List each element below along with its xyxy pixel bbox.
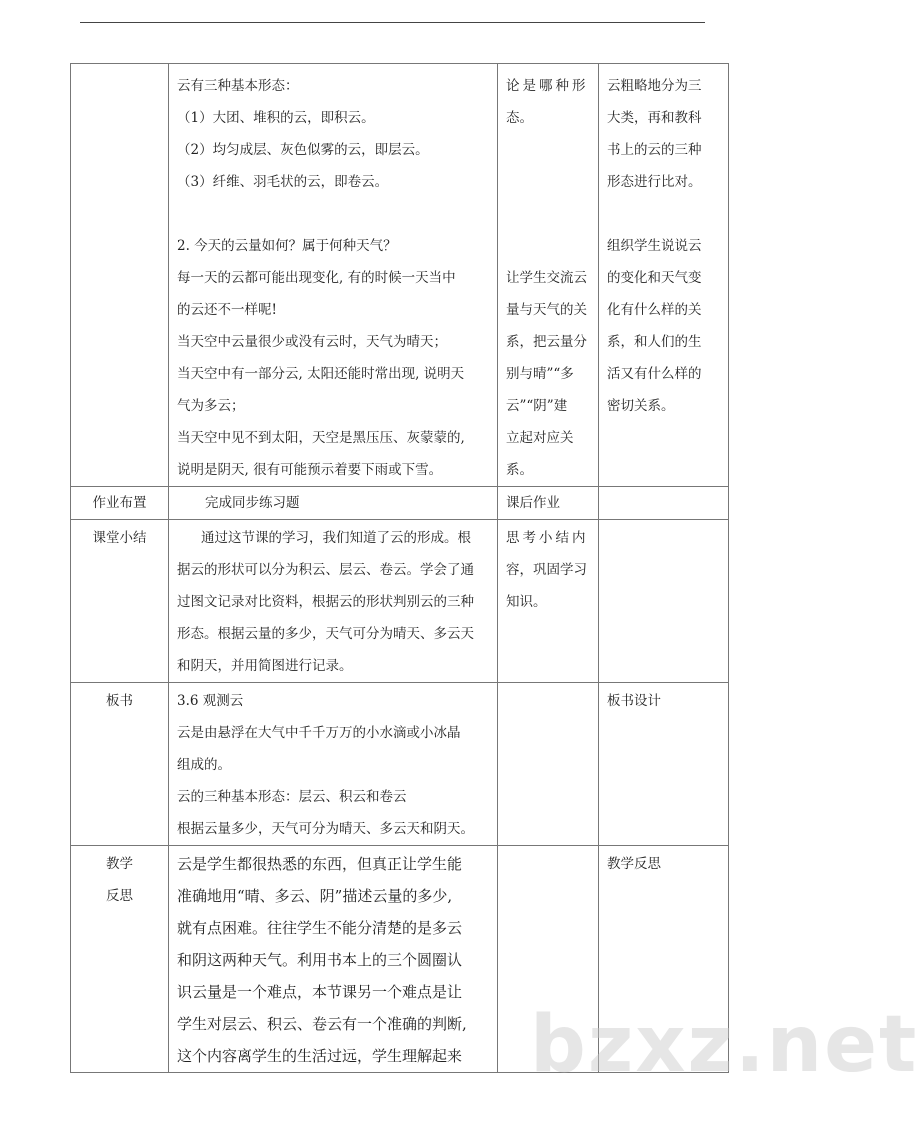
student-activity-cell (498, 520, 599, 683)
text-line: 组织学生说说云 (607, 238, 702, 254)
header-rule (80, 22, 705, 23)
text-line: 和阴天，并用简图进行记录。 (177, 658, 353, 674)
label-line: 反思 (106, 888, 133, 904)
text-line: 每一天的云都可能出现变化, 有的时候一天当中 (177, 270, 456, 286)
text-line: 这个内容离学生的生活过远，学生理解起来 (177, 1047, 463, 1065)
text-line: 的变化和天气变 (607, 270, 702, 286)
text-line: 让学生交流云 (506, 270, 587, 286)
student-activity-cell (498, 683, 599, 846)
text-line: 别与晴”“多 (506, 366, 574, 382)
table-row-reflection (71, 846, 729, 1073)
row-label: 作业布置 (71, 487, 169, 520)
row-label (71, 64, 169, 487)
content-cell (169, 487, 498, 520)
student-activity-cell (498, 64, 599, 487)
design-intent-cell (599, 487, 729, 520)
text-line: 学生对层云、积云、卷云有一个准确的判断, (177, 1015, 467, 1033)
text-line: 态。 (506, 110, 533, 126)
text-line: 形态进行比对。 (607, 174, 702, 190)
table-row-activity (71, 64, 729, 487)
text-line: 根据云量多少，天气可分为晴天、多云天和阴天。 (177, 821, 474, 837)
row-label (71, 846, 169, 1073)
text-line: 云”“阴”建 (506, 398, 568, 414)
text-line: 云的三种基本形态：层云、积云和卷云 (177, 789, 407, 805)
design-intent-cell: 教学反思 (599, 846, 729, 1073)
text-line: 组成的。 (177, 757, 231, 773)
watermark: bzxz.net (530, 1000, 918, 1090)
content-cell (169, 64, 498, 487)
text-line: 当天空中见不到太阳，天空是黑压压、灰蒙蒙的, (177, 430, 465, 446)
table-row-summary (71, 520, 729, 683)
student-activity-cell: 课后作业 (498, 487, 599, 520)
text-line: （3）纤维、羽毛状的云，即卷云。 (177, 174, 389, 190)
text-line: 量与天气的关 (506, 302, 587, 318)
text-line: 系，和人们的生 (607, 334, 702, 350)
text-line: 完成同步练习题 (205, 495, 300, 511)
text-line: 化有什么样的关 (607, 302, 702, 318)
text-line: 大类，再和教科 (607, 110, 702, 126)
design-intent-cell: 板书设计 (599, 683, 729, 846)
text-line: 容，巩固学习 (506, 562, 587, 578)
lesson-plan-table (70, 63, 729, 1073)
table-row-homework (71, 487, 729, 520)
text-line: 云是学生都很热悉的东西，但真正让学生能 (177, 855, 463, 873)
text-line: （1）大团、堆积的云，即积云。 (177, 110, 375, 126)
text-line: 的云还不一样呢! (177, 302, 277, 318)
text-line: 云是由悬浮在大气中千千万万的小水滴或小冰晶 (177, 725, 461, 741)
content-cell (169, 683, 498, 846)
text-line: 论是哪种形 (506, 78, 589, 94)
text-line: 通过这节课的学习，我们知道了云的形成。根 (201, 530, 471, 546)
design-intent-cell (599, 520, 729, 683)
design-intent-cell (599, 64, 729, 487)
text-line: 3.6 观测云 (177, 693, 244, 709)
text-line: 思考小结内 (506, 530, 589, 546)
text-line: 准确地用“晴、多云、阴”描述云量的多少, (177, 887, 453, 905)
content-cell (169, 520, 498, 683)
text-line: 书上的云的三种 (607, 142, 702, 158)
text-line: 形态。根据云量的多少，天气可分为晴天、多云天 (177, 626, 474, 642)
text-line: 气为多云； (177, 398, 245, 414)
text-line: 密切关系。 (607, 398, 675, 414)
row-label: 课堂小结 (71, 520, 169, 683)
text-line: 2. 今天的云量如何？属于何种天气？ (177, 238, 397, 254)
student-activity-cell (498, 846, 599, 1073)
row-label: 板书 (71, 683, 169, 846)
text-line: 系，把云量分 (506, 334, 587, 350)
text-line: 知识。 (506, 594, 547, 610)
text-line: 过图文记录对比资料，根据云的形状判别云的三种 (177, 594, 474, 610)
label-line: 教学 (106, 856, 133, 872)
text-line: 当天空中云量很少或没有云时，天气为晴天； (177, 334, 447, 350)
text-line: 活又有什么样的 (607, 366, 702, 382)
text-line: 和阴这两种天气。利用书本上的三个圆圈认 (177, 951, 463, 969)
text-line: （2）均匀成层、灰色似雾的云，即层云。 (177, 142, 429, 158)
text-line: 立起对应关 (506, 430, 574, 446)
text-line: 识云量是一个难点，本节课另一个难点是让 (177, 983, 463, 1001)
text-line: 据云的形状可以分为积云、层云、卷云。学会了通 (177, 562, 474, 578)
text-line: 云粗略地分为三 (607, 78, 702, 94)
text-line: 当天空中有一部分云, 太阳还能时常出现, 说明天 (177, 366, 465, 382)
text-line: 就有点困难。往往学生不能分清楚的是多云 (177, 919, 463, 937)
content-cell (169, 846, 498, 1073)
text-line: 云有三种基本形态： (177, 78, 299, 94)
text-line: 说明是阴天, 很有可能预示着要下雨或下雪。 (177, 462, 443, 478)
table-row-board (71, 683, 729, 846)
text-line: 系。 (506, 462, 533, 478)
